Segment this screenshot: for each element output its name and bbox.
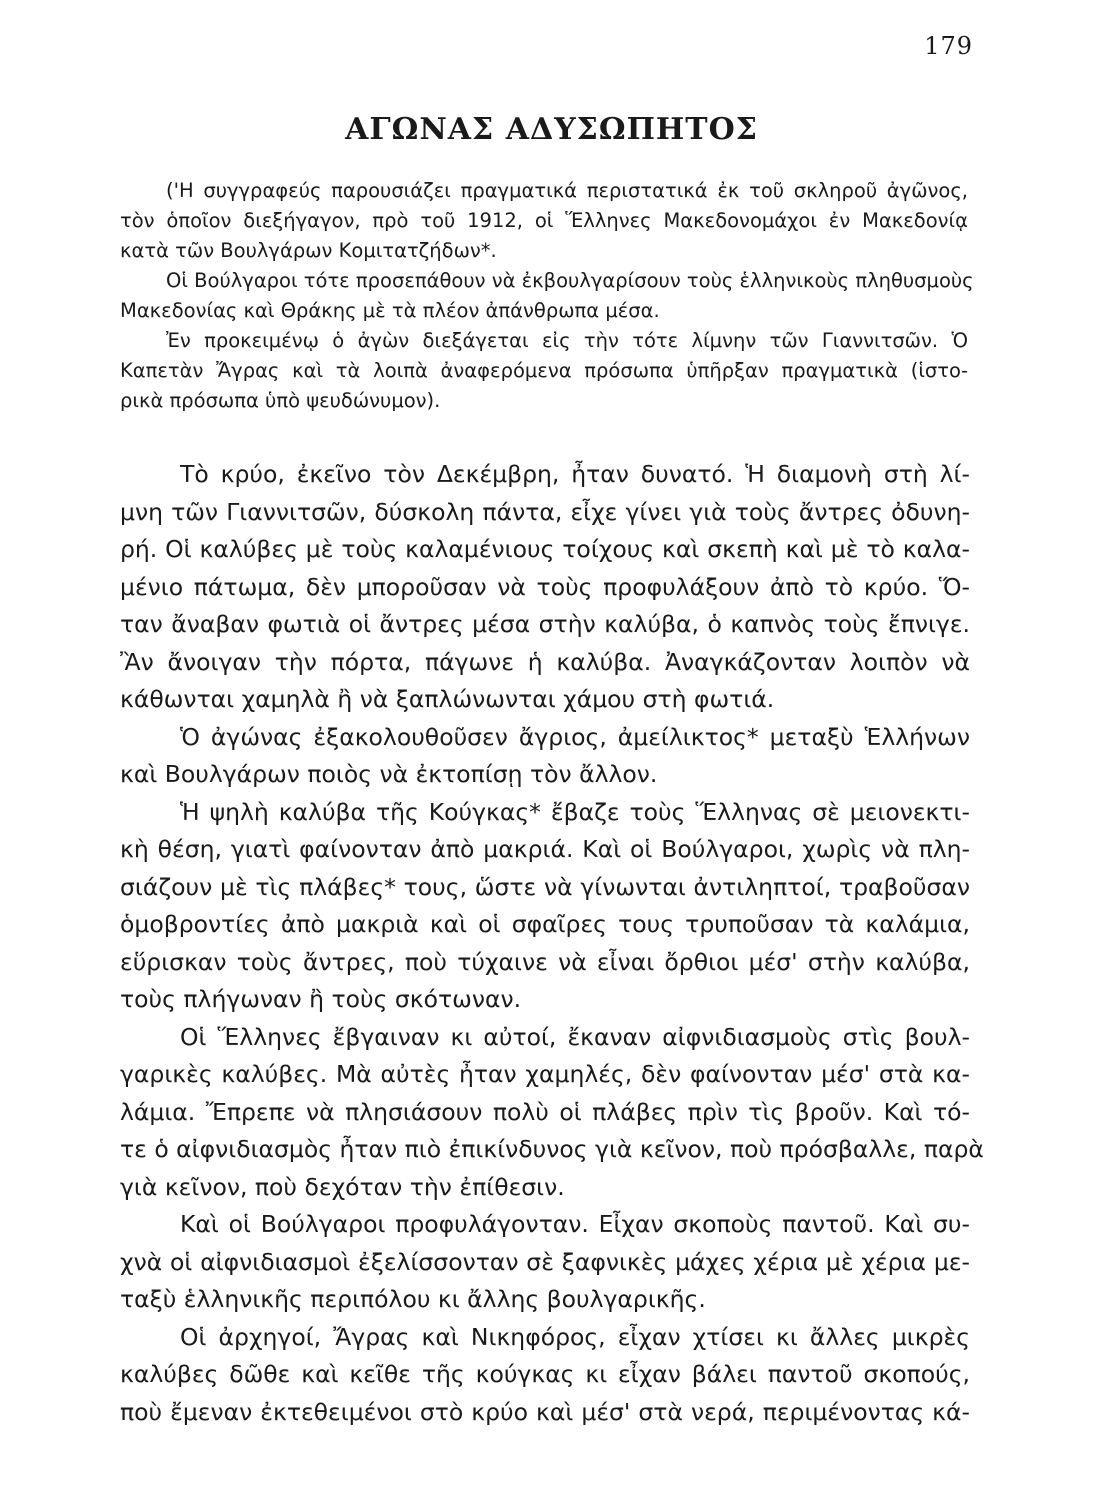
preface-line: τὸν ὁποῖον διεξήγαγον, πρὸ τοῦ 1912, οἱ Ἕλληνες Μακεδονομάχοι ἐν Μακεδονίᾳ [120, 209, 968, 232]
text-line: κὴ θέση, γιατὶ φαίνονταν ἀπὸ μακριά. Καὶ οἱ Βούλγαροι, χωρὶς νὰ πλη- [120, 835, 970, 863]
text-line: καλύβες δῶθε καὶ κεῖθε τῆς κούγκας κι εἶχαν βάλει παντοῦ σκοπούς, [120, 1360, 970, 1388]
text-line: Ἂν ἄνοιγαν τὴν πόρτα, πάγωνε ἡ καλύβα. Ἀναγκάζονταν λοιπὸν νὰ [120, 647, 970, 676]
preface-line: Οἱ Βούλγαροι τότε προσεπάθουν νὰ ἐκβουλγαρίσουν τοὺς ἑλληνικοὺς πληθυσμοὺς [166, 269, 974, 292]
text-line: Οἱ ἀρχηγοί, Ἄγρας καὶ Νικηφόρος, εἶχαν χτίσει κι ἄλλες μικρὲς [180, 1322, 970, 1351]
preface-line: Καπετὰν Ἄγρας καὶ τὰ λοιπὰ ἀναφερόμενα πρόσωπα ὑπῆρξαν πραγματικὰ (ἱστο- [120, 359, 968, 382]
text-line: ταξὺ ἑλληνικῆς περιπόλου κι ἄλλης βουλγαρικῆς. [120, 1285, 706, 1313]
text-line: Τὸ κρύο, ἐκεῖνο τὸν Δεκέμβρη, ἦταν δυνατό. Ἡ διαμονὴ στὴ λί- [180, 460, 970, 488]
preface-line: ('Η συγγραφεύς παρουσιάζει πραγματικά περιστατικά ἐκ τοῦ σκληροῦ ἀγῶνος, [166, 179, 968, 202]
text-line: τοὺς πλήγωναν ἢ τοὺς σκότωναν. [120, 985, 522, 1013]
text-line: κάθωνται χαμηλὰ ἢ νὰ ξαπλώνωνται χάμου στὴ φωτιά. [120, 685, 775, 713]
preface-line: Ἐν προκειμένῳ ὁ ἀγὼν διεξάγεται εἰς τὴν τότε λίμνην τῶν Γιαννιτσῶν. Ὁ [166, 329, 968, 352]
text-line: εὕρισκαν τοὺς ἄντρες, ποὺ τύχαινε νὰ εἶναι ὄρθιοι μέσ' στὴν καλύβα, [120, 947, 970, 976]
text-line: χνὰ οἱ αἰφνιδιασμοὶ ἐξελίσσονταν σὲ ξαφνικὲς μάχες χέρια μὲ χέρια με- [120, 1247, 970, 1276]
text-line: γαρικὲς καλύβες. Μὰ αὐτὲς ἦταν χαμηλές, δὲν φαίνονταν μέσ' στὰ κα- [120, 1060, 970, 1088]
text-line: τε ὁ αἰφνιδιασμὸς ἦταν πιὸ ἐπικίνδυνος γιὰ κεῖνον, ποὺ πρόσβαλλε, παρὰ [120, 1135, 984, 1163]
text-line: ὁμοβροντίες ἀπὸ μακριὰ καὶ οἱ σφαῖρες τους τρυποῦσαν τὰ καλάμια, [120, 910, 970, 938]
preface-line: Μακεδονίας καὶ Θράκης μὲ τὰ πλέον ἀπάνθρωπα μέσα. [120, 299, 660, 322]
text-line: Ὁ ἀγώνας ἐξακολουθοῦσεν ἄγριος, ἀμείλικτος* μεταξὺ Ἑλλήνων [180, 722, 970, 751]
text-line: μνη τῶν Γιαννιτσῶν, δύσκολη πάντα, εἶχε γίνει γιὰ τοὺς ἄντρες ὀδυνη- [120, 497, 970, 526]
page-number: 179 [924, 32, 973, 60]
text-line: μένιο πάτωμα, δὲν μποροῦσαν νὰ τοὺς προφυλάξουν ἀπὸ τὸ κρύο. Ὅ- [120, 572, 970, 601]
text-line: καὶ Βουλγάρων ποιὸς νὰ ἐκτοπίσῃ τὸν ἄλλον. [120, 760, 658, 788]
chapter-title: ΑΓΩΝΑΣ ΑΔΥΣΩΠΗΤΟΣ [345, 112, 758, 147]
text-line: ποὺ ἔμεναν ἐκτεθειμένοι στὸ κρύο καὶ μέσ' στὰ νερά, περιμένοντας κά- [120, 1397, 970, 1426]
preface-line: κατὰ τῶν Βουλγάρων Κομιτατζήδων*. [120, 239, 497, 262]
text-line: ρή. Οἱ καλύβες μὲ τοὺς καλαμένιους τοίχους καὶ σκεπὴ καὶ μὲ τὸ καλα- [120, 535, 970, 563]
text-line: ταν ἄναβαν φωτιὰ οἱ ἄντρες μέσα στὴν καλύβα, ὁ καπνὸς τοὺς ἔπνιγε. [120, 610, 970, 638]
preface-line: ρικὰ πρόσωπα ὑπὸ ψευδώνυμον). [120, 389, 441, 412]
text-line: σιάζουν μὲ τὶς πλάβες* τους, ὥστε νὰ γίνωνται ἀντιληπτοί, τραβοῦσαν [120, 872, 970, 901]
text-line: γιὰ κεῖνον, ποὺ δεχόταν τὴν ἐπίθεσιν. [120, 1172, 565, 1201]
preface-note [120, 176, 974, 416]
body-text [120, 456, 984, 1431]
text-line: λάμια. Ἔπρεπε νὰ πλησιάσουν πολὺ οἱ πλάβες πρὶν τὶς βροῦν. Καὶ τό- [120, 1097, 970, 1126]
text-line: Καὶ οἱ Βούλγαροι προφυλάγονταν. Εἶχαν σκοποὺς παντοῦ. Καὶ συ- [180, 1210, 970, 1238]
text-line: Οἱ Ἕλληνες ἔβγαιναν κι αὐτοί, ἔκαναν αἰφνιδιασμοὺς στὶς βουλ- [180, 1022, 970, 1051]
text-line: Ἡ ψηλὴ καλύβα τῆς Κούγκας* ἔβαζε τοὺς Ἕλληνας σὲ μειονεκτι- [180, 797, 970, 826]
